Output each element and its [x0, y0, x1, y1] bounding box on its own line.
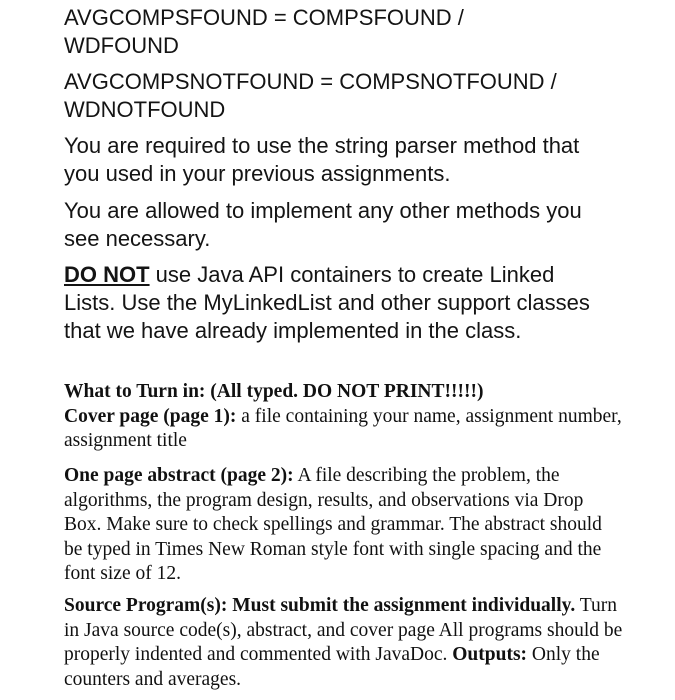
formula-line: WDNOTFOUND	[64, 97, 226, 122]
cover-page-item	[64, 405, 634, 454]
outputs-text: Only the counters and averages.	[64, 644, 600, 690]
do-not-label: DO NOT	[64, 262, 150, 287]
source-program-item	[64, 594, 624, 692]
turn-in-heading: What to Turn in: (All typed. DO NOT PRINT!!!!!)	[64, 381, 484, 402]
abstract-item	[64, 464, 624, 587]
formula-line: WDFOUND	[64, 33, 179, 58]
formula-avg-comps-found	[64, 4, 664, 60]
cover-label: Cover page (page 1):	[64, 405, 237, 427]
abstract-label: One page abstract (page 2):	[64, 465, 294, 486]
other-methods-paragraph: You are allowed to implement any other methods you see necessary.	[64, 198, 582, 251]
outputs-label: Outputs:	[447, 644, 528, 665]
source-label: Source Program(s): Must submit the assignment individually.	[64, 595, 576, 616]
turn-in-section	[64, 380, 634, 454]
formula-line: AVGCOMPSFOUND = COMPSFOUND /	[64, 5, 464, 30]
cover-text: a file containing your name, assignment number, assignment title	[64, 405, 622, 451]
string-parser-paragraph: You are required to use the string parser method that you used in your previous assignments.	[64, 133, 580, 186]
abstract-text: A file describing the problem, the algorithms, the program design, results, and observations via Drop Box. Make sure to check spellings and grammar. The abstract should be typed in Times New Roman style font with single spacing and the font size of 12.	[64, 465, 602, 584]
formula-avg-comps-not-found	[64, 68, 664, 124]
do-not-paragraph	[64, 261, 604, 345]
source-text: Turn in Java source code(s), abstract, and cover page All programs should be properly indented and commented with JavaDoc.	[64, 595, 623, 665]
do-not-text: use Java API containers to create Linked Lists. Use the MyLinkedList and other support classes that we have already implemented in the class.	[64, 262, 590, 343]
formula-line: AVGCOMPSNOTFOUND = COMPSNOTFOUND /	[64, 69, 557, 94]
